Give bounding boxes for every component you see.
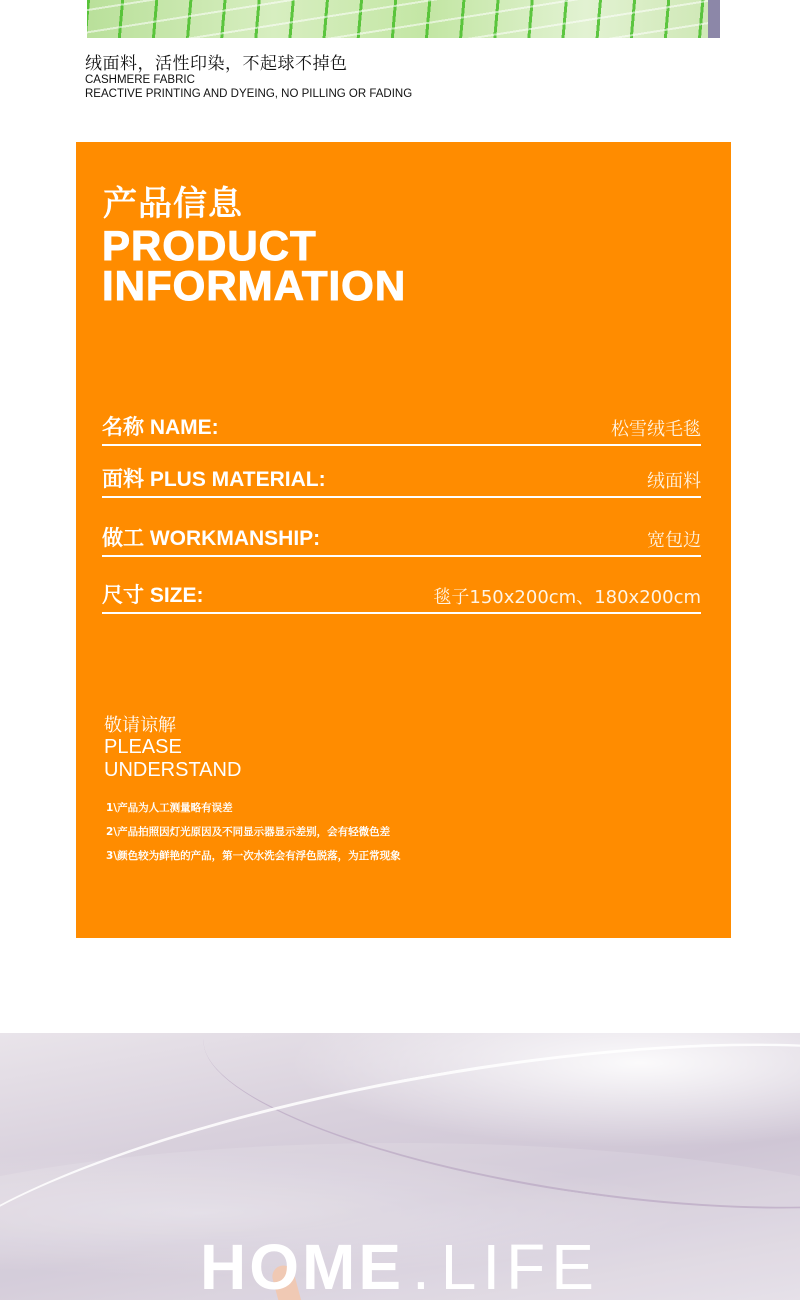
info-row-name	[102, 414, 701, 446]
notice-title-cn: 敬请谅解	[104, 715, 176, 736]
home-word: HOME	[200, 1231, 404, 1300]
note-item: 2\产品拍照因灯光原因及不同显示器显示差别，会有轻微色差	[106, 826, 391, 838]
info-row-label: 做工 WORKMANSHIP:	[102, 527, 321, 550]
notes-list	[106, 801, 401, 873]
product-info-panel	[76, 142, 731, 938]
separator-dot: .	[412, 1231, 433, 1300]
fabric-caption-en-line1: CASHMERE FABRIC	[85, 74, 195, 86]
info-row-label: 尺寸 SIZE:	[102, 584, 204, 607]
fabric-closeup-photo	[87, 0, 710, 38]
home-life-heading	[200, 1230, 600, 1300]
info-row-material	[102, 466, 701, 498]
fabric-caption-en	[85, 73, 412, 101]
product-info-title-en	[102, 222, 407, 309]
info-row-workmanship	[102, 525, 701, 557]
notice-title-en	[104, 736, 241, 782]
product-info-title-cn: 产品信息	[103, 184, 243, 224]
notice-title-en-line1: PLEASE	[104, 736, 182, 758]
note-item: 1\产品为人工测量略有误差	[106, 802, 233, 814]
info-row-size	[102, 582, 701, 614]
notice-title-en-line2: UNDERSTAND	[104, 759, 242, 781]
product-info-title-en-line1: PRODUCT	[102, 222, 317, 269]
product-info-title-en-line2: INFORMATION	[102, 262, 407, 309]
info-row-value: 松雪绒毛毯	[611, 419, 701, 440]
silk-banner-photo	[0, 1033, 800, 1300]
note-item: 3\颜色较为鲜艳的产品，第一次水洗会有浮色脱落，为正常现象	[106, 850, 401, 862]
fabric-caption-en-line2: REACTIVE PRINTING AND DYEING, NO PILLING OR FADING	[85, 88, 413, 100]
fabric-caption-cn: 绒面料，活性印染，不起球不掉色	[85, 54, 348, 74]
info-row-value: 绒面料	[647, 471, 701, 492]
info-row-value: 毯子150x200cm、180x200cm	[433, 587, 701, 608]
life-word: LIFE	[440, 1231, 600, 1300]
info-row-label: 名称 NAME:	[102, 416, 219, 439]
info-row-value: 宽包边	[647, 530, 701, 551]
info-row-label: 面料 PLUS MATERIAL:	[102, 468, 326, 491]
